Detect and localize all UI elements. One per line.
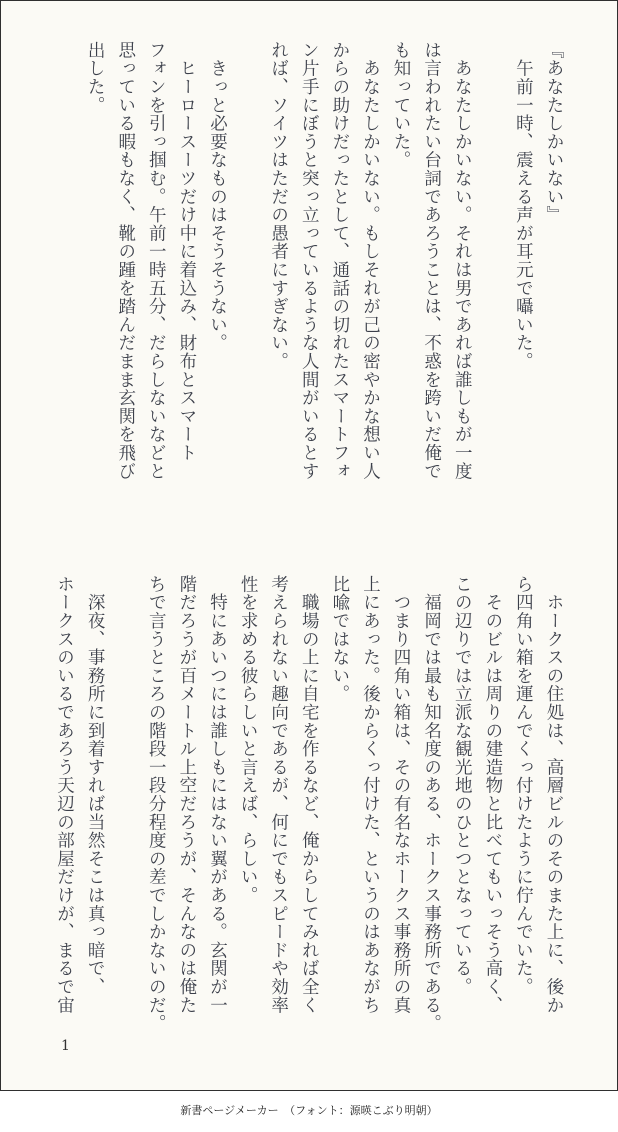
page-number: 1 — [61, 1038, 70, 1054]
text-line: ちで言うところの階段一段分程度の差でしかないのだ。 — [146, 575, 167, 1033]
text-line: 午前一時、震える声が耳元で囁いた。 — [513, 41, 534, 371]
text-line: 福岡では最も知名度のある、ホークス事務所である。 — [421, 575, 442, 1033]
text-line: 考えられない趣向であるが、何にでもスピードや効率 — [268, 575, 289, 1015]
text-block-lower — [54, 575, 569, 1033]
blank-line — [110, 575, 141, 995]
text-line: あなたしかいない。もしそれが己の密やかな想い人 — [360, 41, 381, 481]
text-line: 思っている暇もなく、靴の踵を踏んだまま玄関を飛び — [115, 41, 136, 481]
text-block-upper — [85, 41, 569, 501]
blank-line — [232, 41, 263, 501]
text-line: れば、ソイツはただの愚者にすぎない。 — [268, 41, 289, 371]
text-line: 『あなたしかいない』 — [544, 41, 564, 224]
text-line: 職場の上に自宅を作るなど、俺からしてみれば全く — [299, 575, 320, 1015]
text-line: 比喩ではない。 — [329, 575, 350, 704]
text-line: ホークスの住処は、高層ビルのそのまた上に、後か — [544, 575, 564, 1015]
text-line: ン片手にぼうと突っ立っているような人間がいるとす — [299, 41, 320, 481]
text-line: 上にあった。後からくっ付けた、というのはあながち — [360, 575, 381, 1015]
footer-credit: 新書ページメーカー （フォント：源暎こぶり明朝） — [180, 1104, 438, 1117]
text-line: も知っていた。 — [391, 41, 412, 170]
text-line: は言われたい台詞であろうことは、不惑を跨いだ俺で — [421, 41, 442, 481]
text-line: ヒーロースーツだけ中に着込み、財布とスマート — [176, 41, 197, 462]
text-line: フォンを引っ掴む。午前一時五分、だらしないなどと — [146, 41, 167, 481]
text-line: 深夜、事務所に到着すれば当然そこは真っ暗で、 — [85, 575, 106, 996]
text-line: そのビルは周りの建造物と比べてもいっそう高く、 — [482, 575, 503, 1015]
text-line: あなたしかいない。それは男であれば誰しもが一度 — [452, 41, 473, 481]
text-line: からの助けだったとして、通話の切れたスマートフォ — [329, 41, 350, 481]
text-line: 性を求める彼らしいと言えば、らしい。 — [238, 575, 259, 905]
text-line: 階だろうが百メートル上空だろうが、そんなのは俺た — [176, 575, 197, 1015]
text-line: ら四角い箱を運んでくっ付けたように佇んでいた。 — [513, 575, 534, 996]
text-line: この辺りでは立派な観光地のひとつとなっている。 — [452, 575, 473, 996]
text-line: ホークスのいるであろう天辺の部屋だけが、まるで宙 — [54, 575, 75, 1015]
text-line: 出した。 — [85, 41, 106, 115]
text-line: きっと必要なものはそうそうない。 — [207, 41, 228, 353]
text-line: 特にあいつには誰しもにはない翼がある。玄関が一 — [207, 575, 228, 1015]
blank-line — [477, 41, 508, 501]
text-line: つまり四角い箱は、その有名なホークス事務所の真 — [391, 575, 412, 1015]
